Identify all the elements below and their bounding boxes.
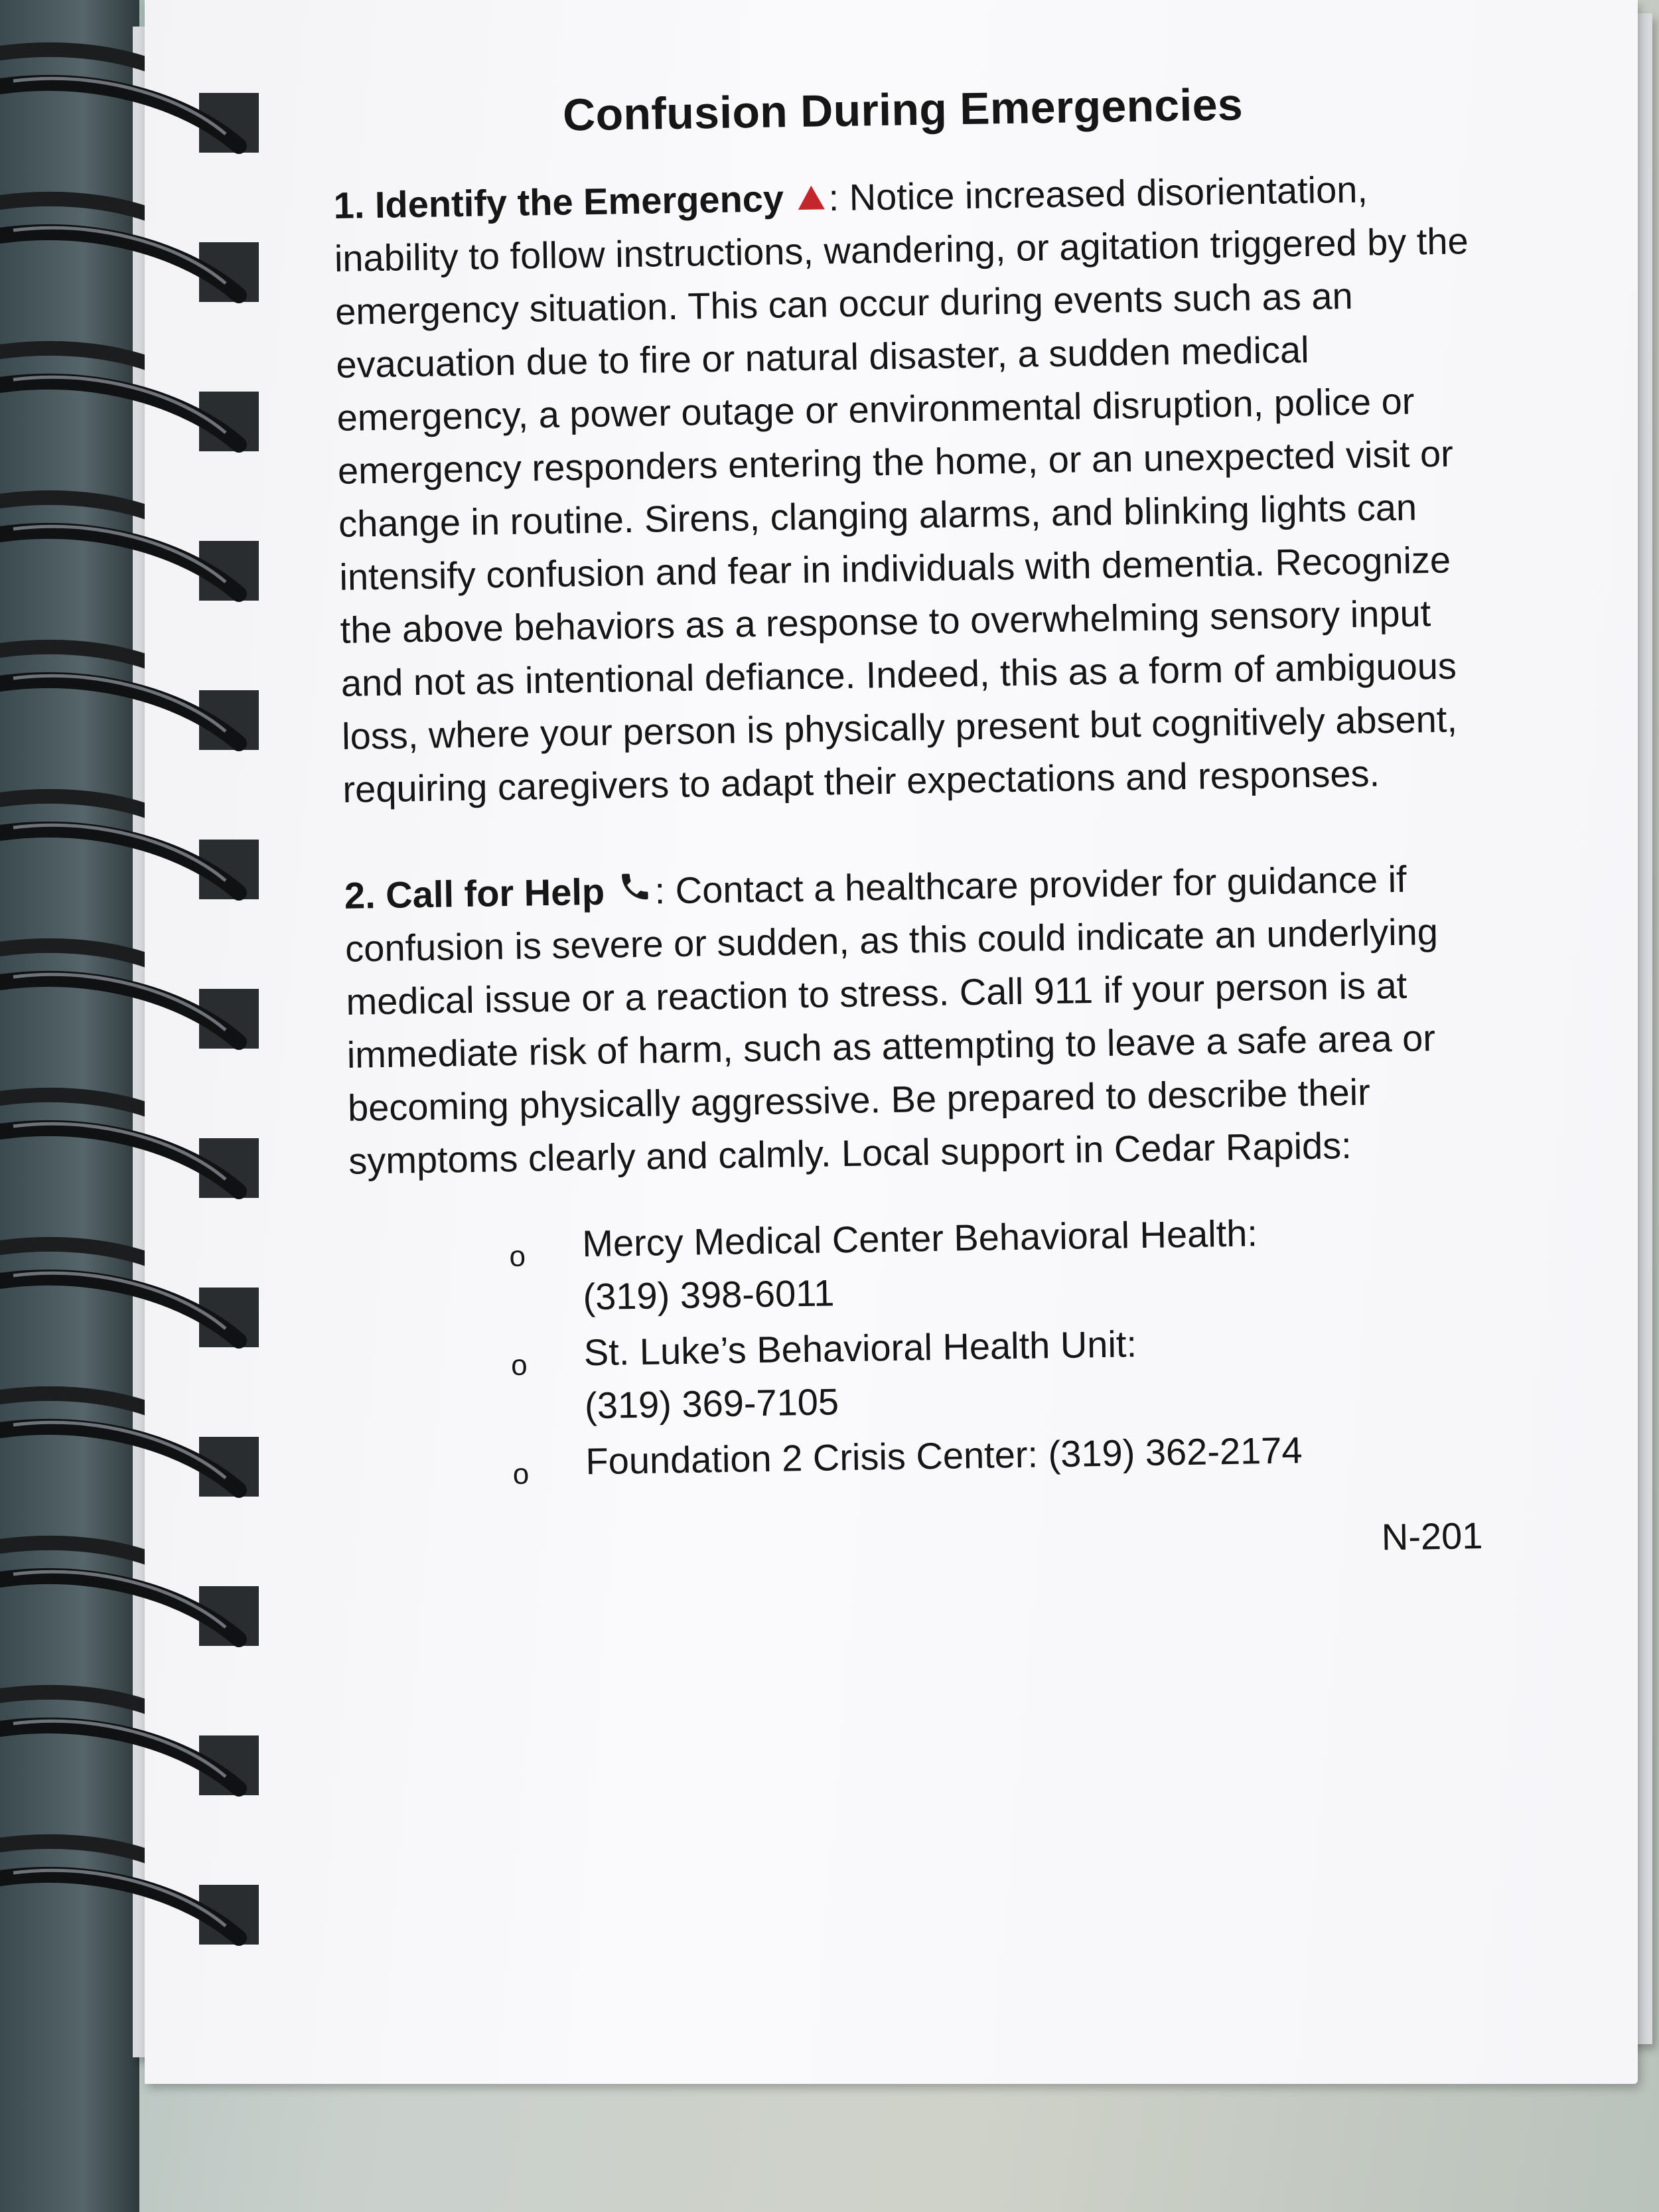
contact-phone: (319) 369-7105 bbox=[584, 1380, 839, 1427]
contact-name: St. Luke’s Behavioral Health Unit: bbox=[583, 1323, 1137, 1374]
phone-icon bbox=[617, 865, 652, 919]
list-bullet: o bbox=[510, 1349, 528, 1382]
spiral-binding-front bbox=[0, 0, 279, 2212]
section-body: : Contact a healthcare provider for guidance if confusion is severe or sudden, as this could indicate an underlying medical issue or a reaction to stress. Call 911 if your person is at immediate risk of harm, such as attempting to leave a safe area or becoming physically aggressive. Be prepared to describe their symptoms clearly and calmly. Local support in Cedar Rapids: bbox=[344, 857, 1439, 1182]
contact-phone: (319) 362-2174 bbox=[1048, 1429, 1303, 1475]
section-call-for-help bbox=[344, 851, 1490, 1188]
list-item bbox=[510, 1312, 1494, 1434]
section-heading: 2. Call for Help bbox=[344, 870, 605, 917]
list-bullet: o bbox=[509, 1240, 526, 1274]
page-title: Confusion During Emergencies bbox=[562, 79, 1244, 141]
contact-name: Foundation 2 Crisis Center: bbox=[585, 1433, 1039, 1483]
contact-list bbox=[350, 1203, 1495, 1492]
list-item bbox=[509, 1203, 1492, 1325]
section-identify-emergency bbox=[333, 161, 1484, 816]
page-number: N-201 bbox=[1381, 1514, 1483, 1558]
contact-name: Mercy Medical Center Behavioral Health: bbox=[581, 1212, 1258, 1265]
section-body: : Notice increased disorientation, inability to follow instructions, wandering, or agitation triggered by the emergency situation. This can occur during events such as an evacuation due to fire or natural disaster, a sudden medical emergency, a power outage or environmental disruption, police or emergency responders entering the home, or an unexpected visit or change in routine. Sirens, clanging alarms, and blinking lights can intensify confusion and fear in individuals with dementia. Recognize the above behaviors as a response to overwhelming sensory input and not as intentional defiance. Indeed, this as a form of ambiguous loss, where your person is physically present but cognitively absent, requiring caregivers to adapt their expectations and responses. bbox=[334, 168, 1469, 810]
section-heading: 1. Identify the Emergency bbox=[333, 177, 784, 226]
warning-triangle-icon bbox=[796, 171, 826, 225]
list-bullet: o bbox=[512, 1457, 530, 1491]
page-content bbox=[332, 75, 1496, 1598]
contact-phone: (319) 398-6011 bbox=[583, 1272, 835, 1318]
